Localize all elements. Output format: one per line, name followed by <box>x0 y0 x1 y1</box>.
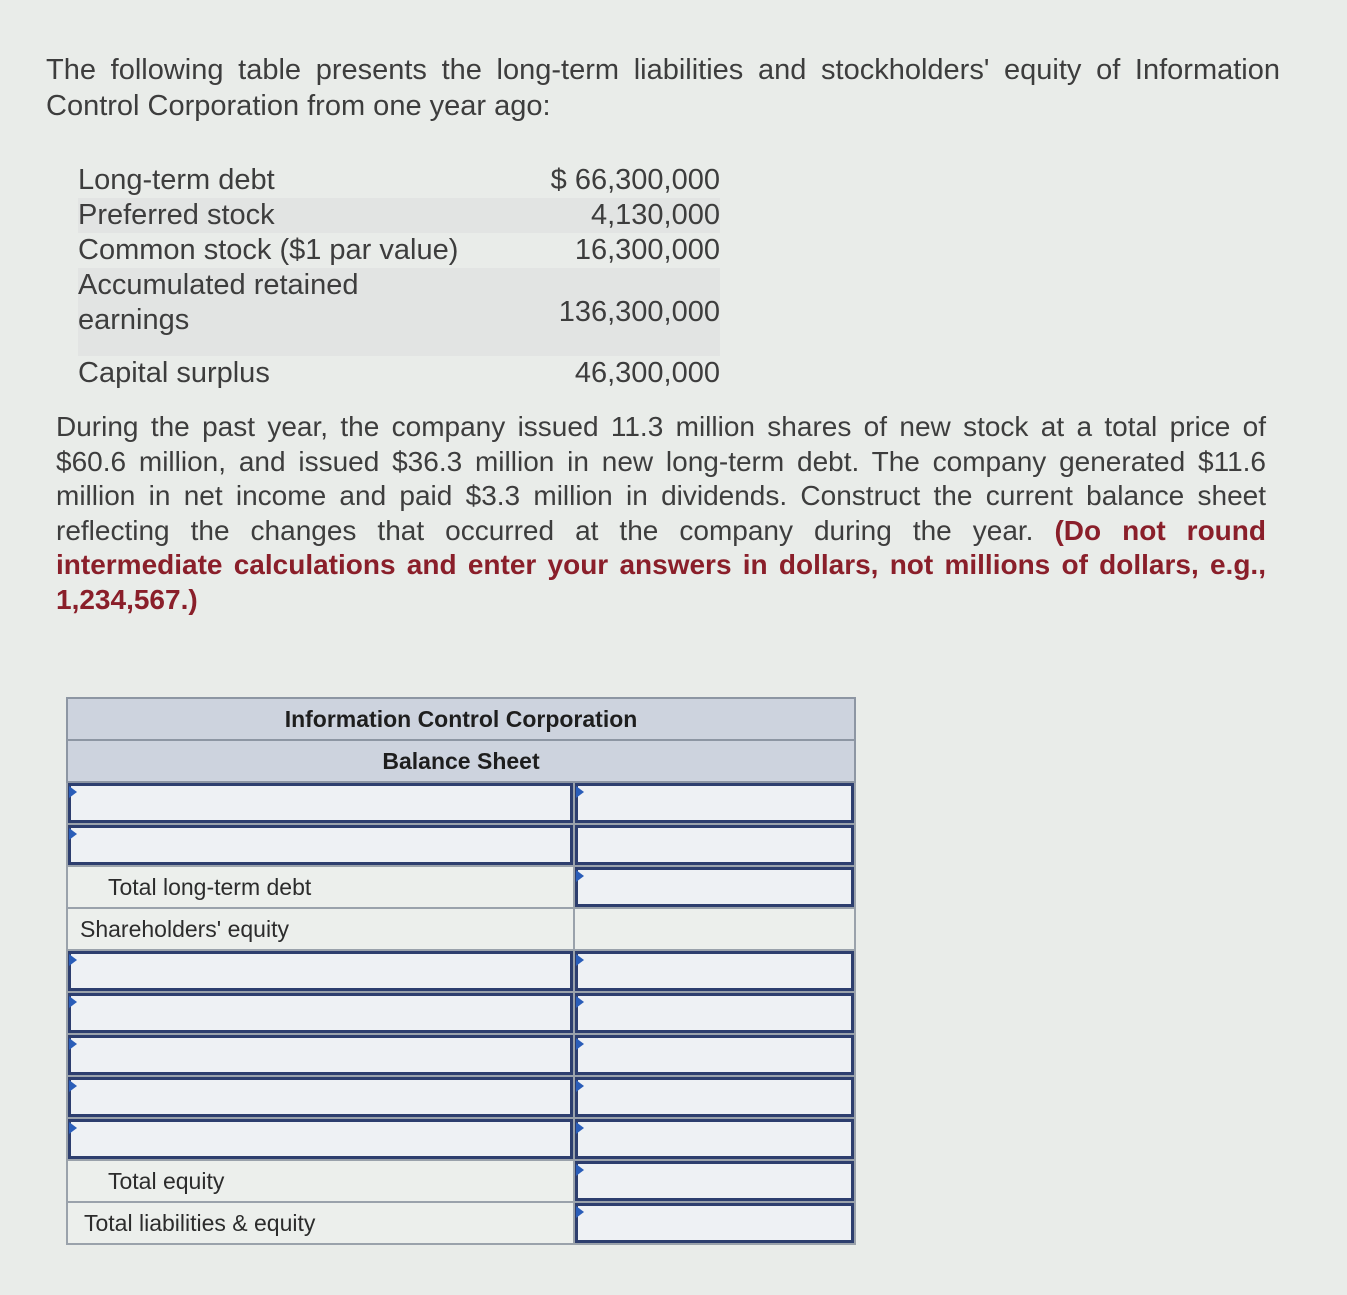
dropdown-flag-icon <box>69 1122 77 1134</box>
given-row <box>78 163 720 198</box>
amount-input[interactable] <box>575 825 854 865</box>
total-equity-row <box>67 1160 855 1202</box>
total-le-input[interactable] <box>575 1203 854 1243</box>
account-select[interactable] <box>68 1035 573 1075</box>
dropdown-flag-icon <box>576 996 584 1008</box>
company-header: Information Control Corporation <box>67 698 855 740</box>
total-le-label: Total liabilities & equity <box>67 1202 574 1244</box>
equity-header-row <box>67 908 855 950</box>
given-label: Common stock ($1 par value) <box>78 234 459 266</box>
amount-input[interactable] <box>575 951 854 991</box>
dropdown-flag-icon <box>69 786 77 798</box>
given-row <box>78 268 720 356</box>
intro-text: The following table presents the long-term liabilities and stockholders' equity of Information Control Corporation from one year ago: <box>46 54 1280 122</box>
equity-row <box>67 1118 855 1160</box>
given-value: $ 66,300,000 <box>550 164 720 196</box>
amount-input[interactable] <box>575 993 854 1033</box>
equity-header: Shareholders' equity <box>67 908 574 950</box>
dropdown-flag-icon <box>576 870 584 882</box>
account-select[interactable] <box>68 1119 573 1159</box>
ltd-row <box>67 824 855 866</box>
account-select[interactable] <box>68 1077 573 1117</box>
problem-text <box>56 410 1266 617</box>
given-row <box>78 233 720 268</box>
equity-row <box>67 1076 855 1118</box>
given-label: Preferred stock <box>78 198 518 233</box>
dropdown-flag-icon <box>69 1038 77 1050</box>
amount-input[interactable] <box>575 1077 854 1117</box>
given-value: 16,300,000 <box>574 234 720 266</box>
given-row <box>78 198 720 233</box>
dropdown-flag-icon <box>576 1038 584 1050</box>
equity-row <box>67 950 855 992</box>
dropdown-flag-icon <box>69 954 77 966</box>
equity-row <box>67 992 855 1034</box>
dropdown-flag-icon <box>69 1080 77 1092</box>
account-select[interactable] <box>68 825 573 865</box>
amount-input[interactable] <box>575 1035 854 1075</box>
dropdown-flag-icon <box>69 996 77 1008</box>
dropdown-flag-icon <box>576 1206 584 1218</box>
dropdown-flag-icon <box>576 1122 584 1134</box>
total-le-row <box>67 1202 855 1244</box>
amount-input[interactable] <box>575 783 854 823</box>
dropdown-flag-icon <box>69 828 77 840</box>
given-value: 46,300,000 <box>574 357 720 389</box>
balance-sheet-table <box>66 697 856 1245</box>
empty-cell <box>574 908 855 950</box>
account-select[interactable] <box>68 783 573 823</box>
amount-input[interactable] <box>575 1119 854 1159</box>
prior-year-table <box>78 163 720 391</box>
given-label: Capital surplus <box>78 357 270 389</box>
total-ltd-row <box>67 866 855 908</box>
account-select[interactable] <box>68 951 573 991</box>
total-ltd-label: Total long-term debt <box>67 866 574 908</box>
ltd-row <box>67 782 855 824</box>
total-equity-input[interactable] <box>575 1161 854 1201</box>
dropdown-flag-icon <box>576 1164 584 1176</box>
dropdown-flag-icon <box>576 954 584 966</box>
equity-row <box>67 1034 855 1076</box>
given-value: 136,300,000 <box>518 268 720 356</box>
balance-sheet-title: Balance Sheet <box>67 740 855 782</box>
given-value: 4,130,000 <box>518 198 720 233</box>
dropdown-flag-icon <box>576 1080 584 1092</box>
problem-body: During the past year, the company issued 11.3 million shares of new stock at a total price of $60.6 million, and issued $36.3 million in new long-term debt. The company generated $11.6 million in net income and paid $3.3 million in dividends. Construct the current balance sheet reflecting the changes that occurred at the company during the year. <box>56 411 1266 546</box>
account-select[interactable] <box>68 993 573 1033</box>
total-equity-label: Total equity <box>67 1160 574 1202</box>
dropdown-flag-icon <box>576 786 584 798</box>
instruction-text: (Do not round intermediate calculations and enter your answers in dollars, not millions of dollars, e.g., 1,234,567.) <box>56 514 1266 615</box>
given-label: Accumulated retained earnings <box>78 268 518 356</box>
total-ltd-input[interactable] <box>575 867 854 907</box>
given-label: Long-term debt <box>78 164 275 196</box>
given-row <box>78 356 720 391</box>
